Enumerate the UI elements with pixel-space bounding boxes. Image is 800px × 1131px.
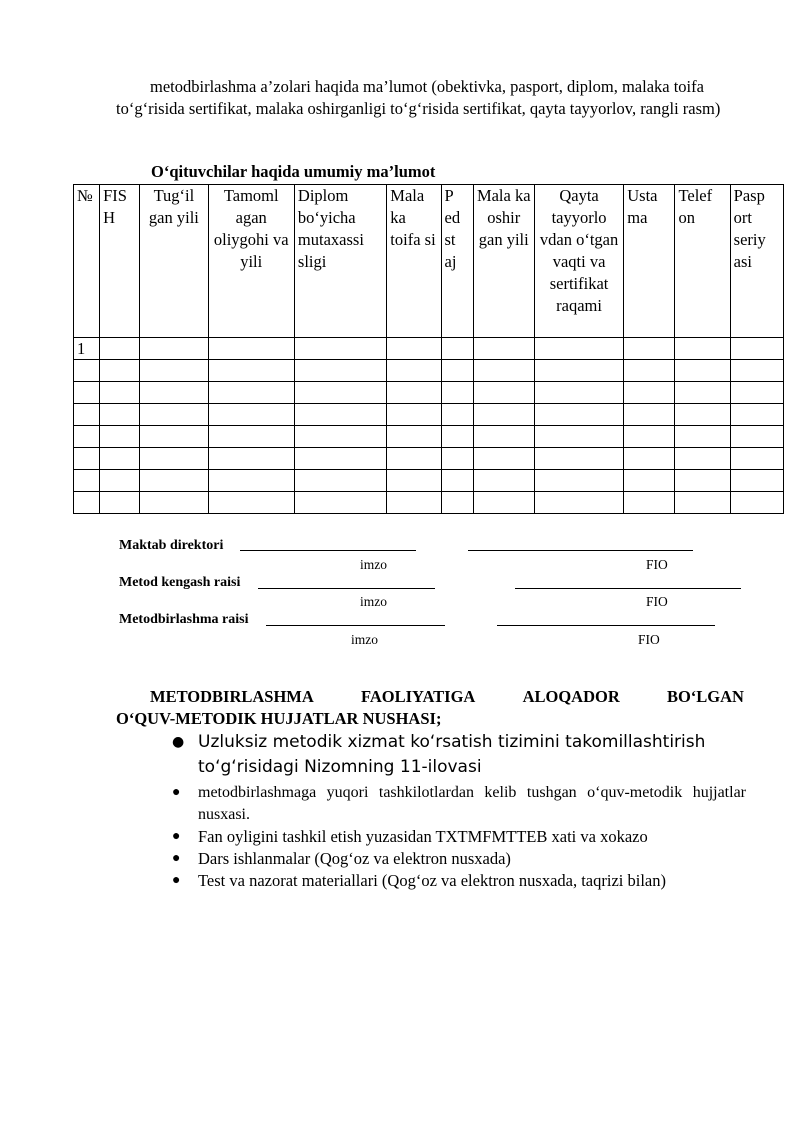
table-cell	[441, 470, 473, 492]
table-header-row	[74, 185, 784, 338]
council-name-caption: FIO	[646, 594, 668, 609]
council-label: Metod kengash raisi	[119, 575, 241, 590]
header-phone: Telef on	[675, 185, 730, 338]
header-master: Usta ma	[624, 185, 675, 338]
table-cell	[294, 448, 386, 470]
table-cell	[387, 360, 441, 382]
heading-word: METODBIRLASHMA	[150, 687, 314, 706]
bullet-icon: ●	[172, 829, 181, 844]
table-cell	[730, 338, 783, 360]
heading-word: ALOQADOR	[522, 687, 620, 706]
table-row	[74, 404, 784, 426]
table-cell	[74, 426, 100, 448]
table-cell	[208, 448, 294, 470]
council-name-line	[515, 588, 741, 589]
table-cell	[294, 492, 386, 514]
bullet-icon: ●	[172, 873, 181, 888]
table-cell	[387, 448, 441, 470]
table-cell	[74, 404, 100, 426]
table-cell	[208, 492, 294, 514]
table-cell	[100, 426, 140, 448]
heading-word: BO‘LGAN	[666, 687, 744, 706]
table-cell	[208, 426, 294, 448]
table-cell	[294, 382, 386, 404]
table-cell	[140, 426, 208, 448]
director-name-line	[468, 550, 693, 551]
table-row	[74, 448, 784, 470]
list-item	[166, 730, 746, 780]
table-cell	[675, 338, 730, 360]
table-cell	[140, 448, 208, 470]
list-item-text: Dars ishlanmalar (Qog‘oz va elektron nusxada)	[198, 849, 511, 868]
table-cell	[100, 492, 140, 514]
table-cell	[730, 492, 783, 514]
header-graduated: Tamoml agan oliygohi va yili	[208, 185, 294, 338]
table-cell	[387, 492, 441, 514]
table-cell	[441, 360, 473, 382]
table-cell	[473, 360, 534, 382]
table-cell	[140, 360, 208, 382]
header-fish: FIS H	[100, 185, 140, 338]
table-cell	[730, 404, 783, 426]
table-cell	[730, 470, 783, 492]
chair-sign-caption: imzo	[351, 632, 378, 647]
table-cell	[441, 426, 473, 448]
table-cell	[534, 448, 623, 470]
table-cell	[140, 382, 208, 404]
table-cell	[100, 404, 140, 426]
table-title: O‘qituvchilar haqida umumiy ma’lumot	[151, 162, 436, 181]
director-name-caption: FIO	[646, 557, 668, 572]
teachers-table	[73, 184, 784, 514]
director-label: Maktab direktori	[119, 538, 224, 553]
table-cell	[675, 492, 730, 514]
table-cell	[675, 404, 730, 426]
table-cell	[387, 426, 441, 448]
table-cell	[140, 404, 208, 426]
table-cell	[730, 448, 783, 470]
chair-name-caption: FIO	[638, 632, 660, 647]
header-speciality: Diplom bo‘yicha mutaxassi sligi	[294, 185, 386, 338]
director-sign-line	[240, 550, 416, 551]
header-retraining: Qayta tayyorlo vdan o‘tgan vaqti va sertifikat raqami	[534, 185, 623, 338]
table-cell	[624, 470, 675, 492]
table-cell	[730, 426, 783, 448]
table-cell	[473, 470, 534, 492]
documents-list	[166, 730, 746, 892]
table-cell	[294, 426, 386, 448]
table-row	[74, 338, 784, 360]
table-cell	[473, 426, 534, 448]
table-cell	[74, 492, 100, 514]
table-cell	[74, 382, 100, 404]
bullet-icon: ●	[172, 785, 181, 800]
table-cell	[675, 382, 730, 404]
table-cell	[140, 492, 208, 514]
table-cell	[294, 470, 386, 492]
table-cell	[387, 382, 441, 404]
table-cell	[441, 382, 473, 404]
table-cell	[208, 382, 294, 404]
table-cell	[74, 470, 100, 492]
heading-word: FAOLIYATIGA	[361, 687, 476, 706]
table-cell	[294, 404, 386, 426]
table-cell	[624, 448, 675, 470]
table-cell	[74, 360, 100, 382]
table-cell	[441, 492, 473, 514]
table-cell	[100, 382, 140, 404]
header-number: №	[74, 185, 100, 338]
table-cell	[441, 448, 473, 470]
list-item	[166, 848, 746, 870]
table-cell	[624, 360, 675, 382]
table-cell	[473, 448, 534, 470]
table-cell	[387, 404, 441, 426]
table-cell	[208, 470, 294, 492]
list-item-text: Fan oyligini tashkil etish yuzasidan TXTMFMTTEB xati va xokazo	[198, 827, 648, 846]
table-cell	[730, 382, 783, 404]
table-row	[74, 382, 784, 404]
list-item-text: Uzluksiz metodik xizmat ko‘rsatish tizimini takomillashtirish to‘g‘risidagi Nizomning 11-ilovasi	[198, 732, 706, 777]
bullet-icon: ●	[172, 851, 181, 866]
header-passport: Pasp ort seriy asi	[730, 185, 783, 338]
table-cell	[534, 492, 623, 514]
row-number: 1	[74, 338, 100, 360]
table-cell	[140, 470, 208, 492]
table-cell	[534, 360, 623, 382]
table-cell	[208, 338, 294, 360]
table-cell	[208, 360, 294, 382]
list-item	[166, 782, 746, 826]
table-cell	[473, 338, 534, 360]
table-cell	[208, 404, 294, 426]
list-item-text: metodbirlashmaga yuqori tashkilotlardan kelib tushgan o‘quv-metodik hujjatlar nusxasi.	[198, 784, 746, 823]
table-cell	[74, 448, 100, 470]
section-heading	[116, 686, 744, 730]
chair-name-line	[497, 625, 715, 626]
header-training-year: Mala ka oshir gan yili	[473, 185, 534, 338]
table-cell	[100, 338, 140, 360]
council-sign-line	[258, 588, 435, 589]
table-cell	[624, 492, 675, 514]
bullet-icon: ●	[172, 734, 185, 750]
header-birth-year: Tug‘il gan yili	[140, 185, 208, 338]
header-experience: P ed st aj	[441, 185, 473, 338]
heading-line-2: O‘QUV-METODIK HUJJATLAR NUSHASI;	[116, 709, 442, 728]
table-cell	[100, 448, 140, 470]
table-cell	[387, 470, 441, 492]
table-cell	[675, 448, 730, 470]
table-cell	[473, 382, 534, 404]
council-sign-caption: imzo	[360, 594, 387, 609]
table-cell	[534, 426, 623, 448]
table-row	[74, 470, 784, 492]
table-cell	[534, 338, 623, 360]
intro-paragraph: metodbirlashma a’zolari haqida ma’lumot (obektivka, pasport, diplom, malaka toifa to‘g‘risida sertifikat, malaka oshirganligi to‘g‘risida sertifikat, qayta tayyorlov, rangli rasm)	[116, 77, 721, 118]
table-cell	[624, 382, 675, 404]
table-cell	[294, 338, 386, 360]
table-row	[74, 360, 784, 382]
table-cell	[473, 492, 534, 514]
table-cell	[387, 338, 441, 360]
director-sign-caption: imzo	[360, 557, 387, 572]
table-cell	[730, 360, 783, 382]
table-cell	[473, 404, 534, 426]
table-cell	[100, 470, 140, 492]
table-cell	[624, 404, 675, 426]
table-cell	[624, 426, 675, 448]
table-cell	[140, 338, 208, 360]
table-cell	[534, 404, 623, 426]
chair-label: Metodbirlashma raisi	[119, 612, 249, 627]
list-item	[166, 870, 746, 892]
table-cell	[675, 470, 730, 492]
table-cell	[675, 360, 730, 382]
header-category: Mala ka toifa si	[387, 185, 441, 338]
table-cell	[675, 426, 730, 448]
table-cell	[294, 360, 386, 382]
table-cell	[534, 470, 623, 492]
table-cell	[534, 382, 623, 404]
table-row	[74, 426, 784, 448]
table-cell	[441, 338, 473, 360]
table-cell	[624, 338, 675, 360]
table-cell	[441, 404, 473, 426]
chair-sign-line	[266, 625, 445, 626]
list-item	[166, 826, 746, 848]
table-row	[74, 492, 784, 514]
table-cell	[100, 360, 140, 382]
list-item-text: Test va nazorat materiallari (Qog‘oz va elektron nusxada, taqrizi bilan)	[198, 871, 666, 890]
